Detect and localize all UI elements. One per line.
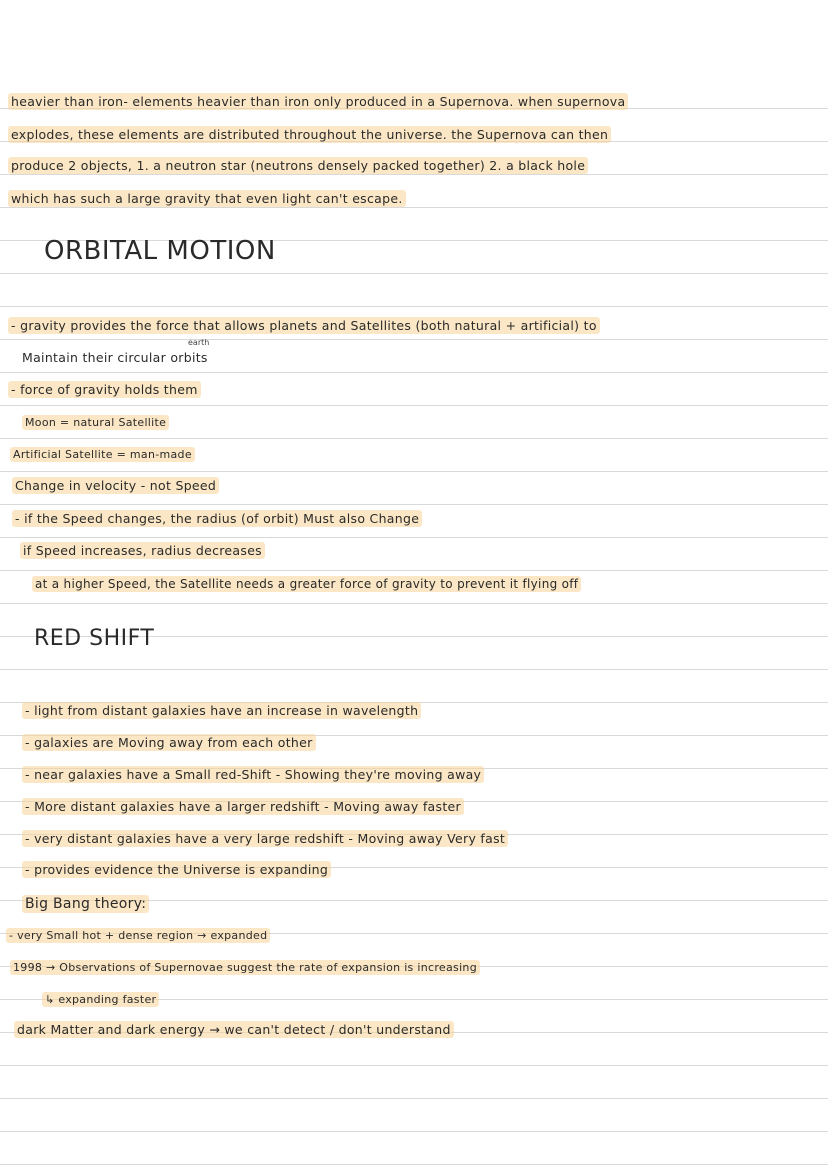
ruled-line [0, 1164, 828, 1165]
ruled-line [0, 438, 828, 439]
ruled-line [0, 603, 828, 604]
ruled-line [0, 405, 828, 406]
orbital-line-7: - if the Speed changes, the radius (of orbit) Must also Change [12, 511, 422, 527]
ruled-line [0, 1065, 828, 1066]
orbital-line-4: Moon = natural Satellite [22, 415, 169, 431]
ruled-line [0, 339, 828, 340]
ruled-line [0, 537, 828, 538]
orbital-line-1: - gravity provides the force that allows planets and Satellites (both natural + artificial) to [8, 318, 600, 334]
red-shift-heading: RED SHIFT [34, 626, 155, 651]
intro-line-2: explodes, these elements are distributed throughout the universe. the Supernova can then [8, 127, 611, 143]
redshift-line-8: - very Small hot + dense region → expanded [6, 928, 270, 944]
ruled-line [0, 570, 828, 571]
orbital-line-8: if Speed increases, radius decreases [20, 543, 265, 559]
intro-line-1: heavier than iron- elements heavier than iron only produced in a Supernova. when supernova [8, 94, 628, 110]
intro-line-3: produce 2 objects, 1. a neutron star (neutrons densely packed together) 2. a black hole [8, 158, 588, 174]
redshift-line-5: - very distant galaxies have a very large redshift - Moving away Very fast [22, 831, 508, 847]
ruled-line [0, 273, 828, 274]
redshift-line-7: Big Bang theory: [22, 896, 149, 912]
redshift-line-1: - light from distant galaxies have an increase in wavelength [22, 703, 421, 719]
ruled-line [0, 372, 828, 373]
redshift-line-11: dark Matter and dark energy → we can't detect / don't understand [14, 1022, 454, 1038]
orbital-line-6: Change in velocity - not Speed [12, 478, 219, 494]
ruled-line [0, 669, 828, 670]
redshift-line-6: - provides evidence the Universe is expanding [22, 862, 331, 878]
ruled-line [0, 1098, 828, 1099]
ruled-line [0, 174, 828, 175]
intro-line-4: which has such a large gravity that even light can't escape. [8, 191, 406, 207]
earth-annotation: earth [188, 338, 210, 347]
ruled-line [0, 504, 828, 505]
ruled-line [0, 471, 828, 472]
ruled-line [0, 1131, 828, 1132]
redshift-line-4: - More distant galaxies have a larger redshift - Moving away faster [22, 799, 464, 815]
redshift-line-2: - galaxies are Moving away from each other [22, 735, 316, 751]
orbital-line-5: Artificial Satellite = man-made [10, 447, 195, 463]
orbital-motion-heading: ORBITAL MOTION [44, 236, 276, 266]
orbital-line-9: at a higher Speed, the Satellite needs a greater force of gravity to prevent it flying off [32, 576, 581, 592]
orbital-line-2: Maintain their circular orbits [22, 350, 208, 365]
redshift-line-3: - near galaxies have a Small red-Shift - Showing they're moving away [22, 767, 484, 783]
ruled-line [0, 207, 828, 208]
ruled-line [0, 306, 828, 307]
redshift-line-9: 1998 → Observations of Supernovae suggest the rate of expansion is increasing [10, 960, 480, 976]
orbital-line-3: - force of gravity holds them [8, 382, 201, 398]
redshift-line-10: ↳ expanding faster [42, 992, 159, 1008]
